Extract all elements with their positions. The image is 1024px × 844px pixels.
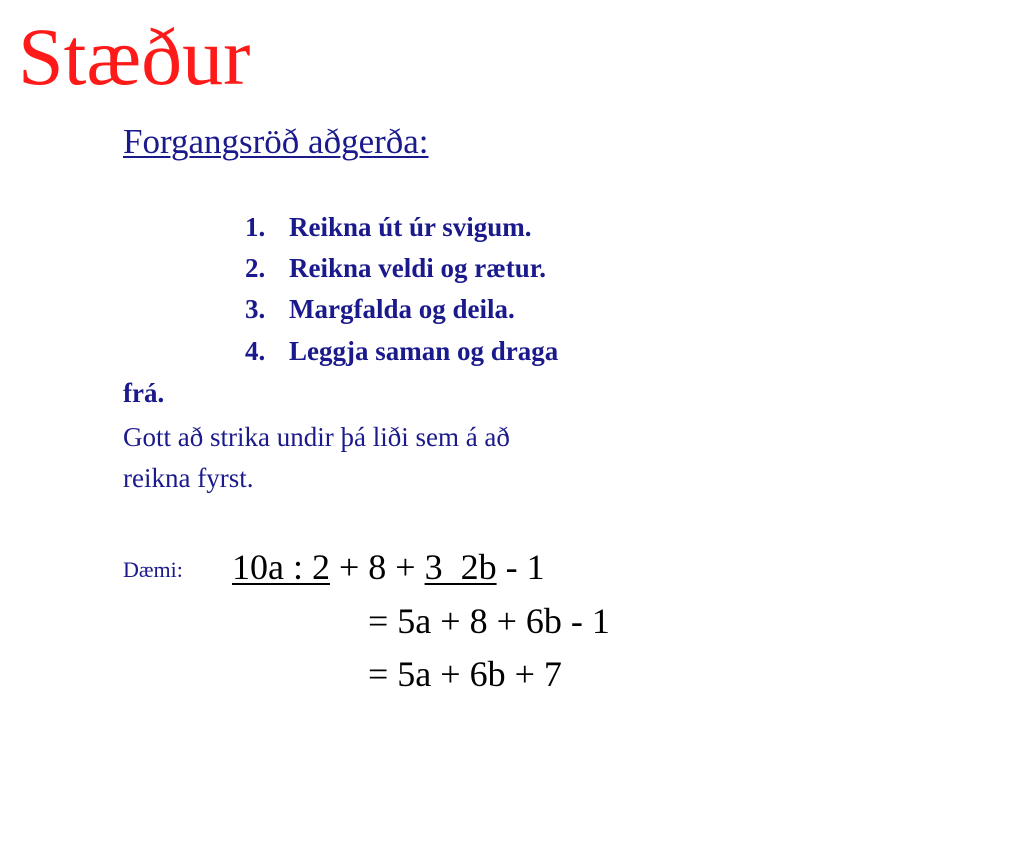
operator-text-2: - 1 bbox=[496, 547, 545, 587]
rule-text-2: Reikna veldi og rætur. bbox=[289, 253, 547, 283]
rule-number-4: 4. bbox=[245, 336, 266, 366]
example-equation-line-3: = 5a + 6b + 7 bbox=[368, 654, 562, 694]
rule-text-4-continuation: frá. bbox=[123, 378, 165, 408]
operator-text-1: + 8 + bbox=[329, 547, 425, 587]
rule-text-1: Reikna út úr svigum. bbox=[289, 212, 532, 242]
rule-text-4: Leggja saman og draga bbox=[289, 336, 559, 366]
tip-line-1: Gott að strika undir þá liði sem á að bbox=[123, 422, 510, 452]
section-heading: Forgangsröð aðgerða: bbox=[123, 122, 429, 161]
underlined-term-1: 10a : 2 bbox=[232, 547, 330, 587]
example-label: Dæmi: bbox=[123, 557, 183, 582]
rule-number-2: 2. bbox=[245, 253, 266, 283]
rule-text-3: Margfalda og deila. bbox=[289, 294, 515, 324]
slide-title: Stæður bbox=[18, 11, 251, 102]
rule-number-1: 1. bbox=[245, 212, 266, 242]
underlined-term-2: 3 2b bbox=[424, 547, 497, 587]
rule-number-3: 3. bbox=[245, 294, 266, 324]
tip-line-2: reikna fyrst. bbox=[123, 463, 254, 493]
example-equation-line-2: = 5a + 8 + 6b - 1 bbox=[368, 601, 610, 641]
example-equation-line-1 bbox=[232, 549, 545, 585]
